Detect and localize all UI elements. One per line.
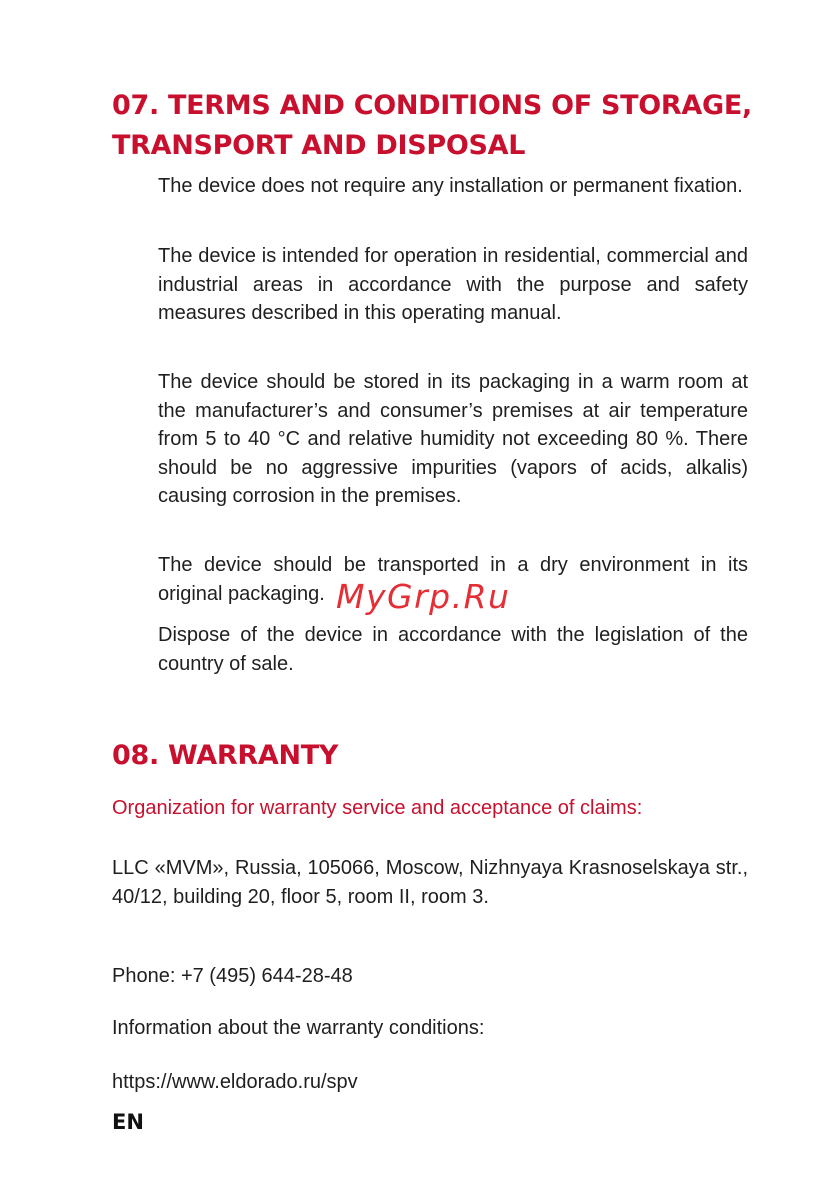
installation-paragraph: The device does not require any installation or permanent fixation. [158, 175, 743, 197]
operation-areas-paragraph: The device is intended for operation in residential, commercial and industrial areas in accordance with the purpose and safety measures described in this operating manual. [158, 245, 748, 324]
transport-paragraph: The device should be transported in a dry environment in its original packaging. [158, 554, 748, 605]
site-watermark: MyGrp.Ru [336, 577, 511, 616]
warranty-url: https://www.eldorado.ru/spv [112, 1071, 358, 1093]
warranty-phone: Phone: +7 (495) 644-28-48 [112, 965, 353, 987]
warranty-organization-title: Organization for warranty service and acceptance of claims: [112, 797, 643, 819]
storage-paragraph: The device should be stored in its packaging in a warm room at the manufacturer’s and consumer’s premises at air temperature from 5 to 40 °C and relative humidity not exceeding 80 %. There should be no aggressive impurities (vapors of acids, alkalis) causing corrosion in the premises. [158, 371, 748, 507]
warranty-info-label: Information about the warranty conditions: [112, 1017, 485, 1039]
warranty-address: LLC «MVM», Russia, 105066, Moscow, Nizhnyaya Krasnoselskaya str., 40/12, building 20, floor 5, room II, room 3. [112, 857, 748, 908]
disposal-paragraph: Dispose of the device in accordance with the legislation of the country of sale. [158, 624, 748, 675]
section-08-heading: 08. WARRANTY [112, 740, 339, 771]
language-label: EN [112, 1110, 144, 1134]
section-07-heading: 07. TERMS AND CONDITIONS OF STORAGE, TRANSPORT AND DISPOSAL [112, 90, 752, 161]
